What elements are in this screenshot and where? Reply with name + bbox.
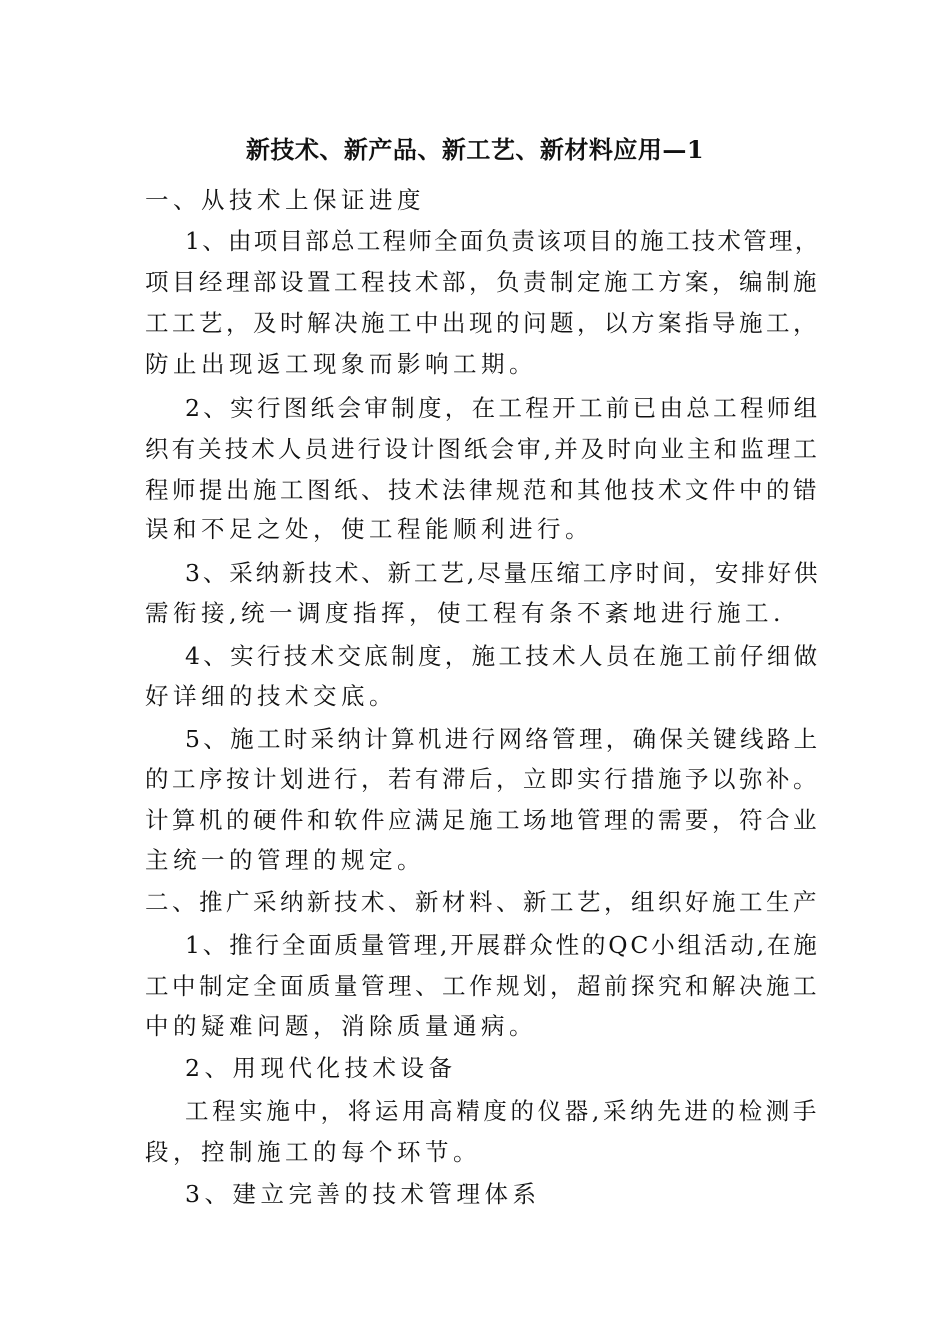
paragraph-line: 5、施工时采纳计算机进行网络管理，确保关键线路上 (185, 725, 821, 753)
paragraph-line: 1、由项目部总工程师全面负责该项目的施工技术管理， (185, 227, 821, 255)
section-heading-2: 二、推广采纳新技术、新材料、新工艺，组织好施工生产 (145, 888, 820, 916)
paragraph-line: 工工艺，及时解决施工中出现的问题，以方案指导施工， (145, 309, 820, 337)
paragraph-line: 段，控制施工的每个环节。 (145, 1138, 481, 1166)
section-heading-1: 一、从技术上保证进度 (145, 186, 425, 214)
document-title: 新技术、新产品、新工艺、新材料应用—1 (245, 135, 705, 164)
paragraph-line: 项目经理部设置工程技术部，负责制定施工方案，编制施 (145, 268, 820, 296)
paragraph-line: 主统一的管理的规定。 (145, 846, 425, 874)
paragraph-line: 误和不足之处，使工程能顺利进行。 (145, 515, 593, 543)
paragraph-line: 1、推行全面质量管理,开展群众性的QC小组活动,在施 (185, 931, 820, 959)
paragraph-line: 需衔接,统一调度指挥，使工程有条不紊地进行施工. (145, 599, 785, 627)
paragraph-line: 工程实施中，将运用高精度的仪器,采纳先进的检测手 (185, 1097, 820, 1125)
paragraph-line: 的工序按计划进行，若有滞后，立即实行措施予以弥补。 (145, 765, 820, 793)
paragraph-line: 3、采纳新技术、新工艺,尽量压缩工序时间，安排好供 (185, 559, 821, 587)
paragraph-line: 2、用现代化技术设备 (185, 1054, 457, 1082)
paragraph-line: 4、实行技术交底制度，施工技术人员在施工前仔细做 (185, 642, 821, 670)
paragraph-line: 2、实行图纸会审制度，在工程开工前已由总工程师组 (185, 394, 821, 422)
paragraph-line: 工中制定全面质量管理、工作规划，超前探究和解决施工 (145, 972, 820, 1000)
paragraph-line: 3、建立完善的技术管理体系 (185, 1180, 541, 1208)
paragraph-line: 计算机的硬件和软件应满足施工场地管理的需要，符合业 (145, 806, 820, 834)
paragraph-line: 好详细的技术交底。 (145, 682, 397, 710)
paragraph-line: 程师提出施工图纸、技术法律规范和其他技术文件中的错 (145, 476, 820, 504)
paragraph-line: 防止出现返工现象而影响工期。 (145, 350, 537, 378)
paragraph-line: 中的疑难问题，消除质量通病。 (145, 1012, 537, 1040)
paragraph-line: 织有关技术人员进行设计图纸会审,并及时向业主和监理工 (145, 435, 820, 463)
